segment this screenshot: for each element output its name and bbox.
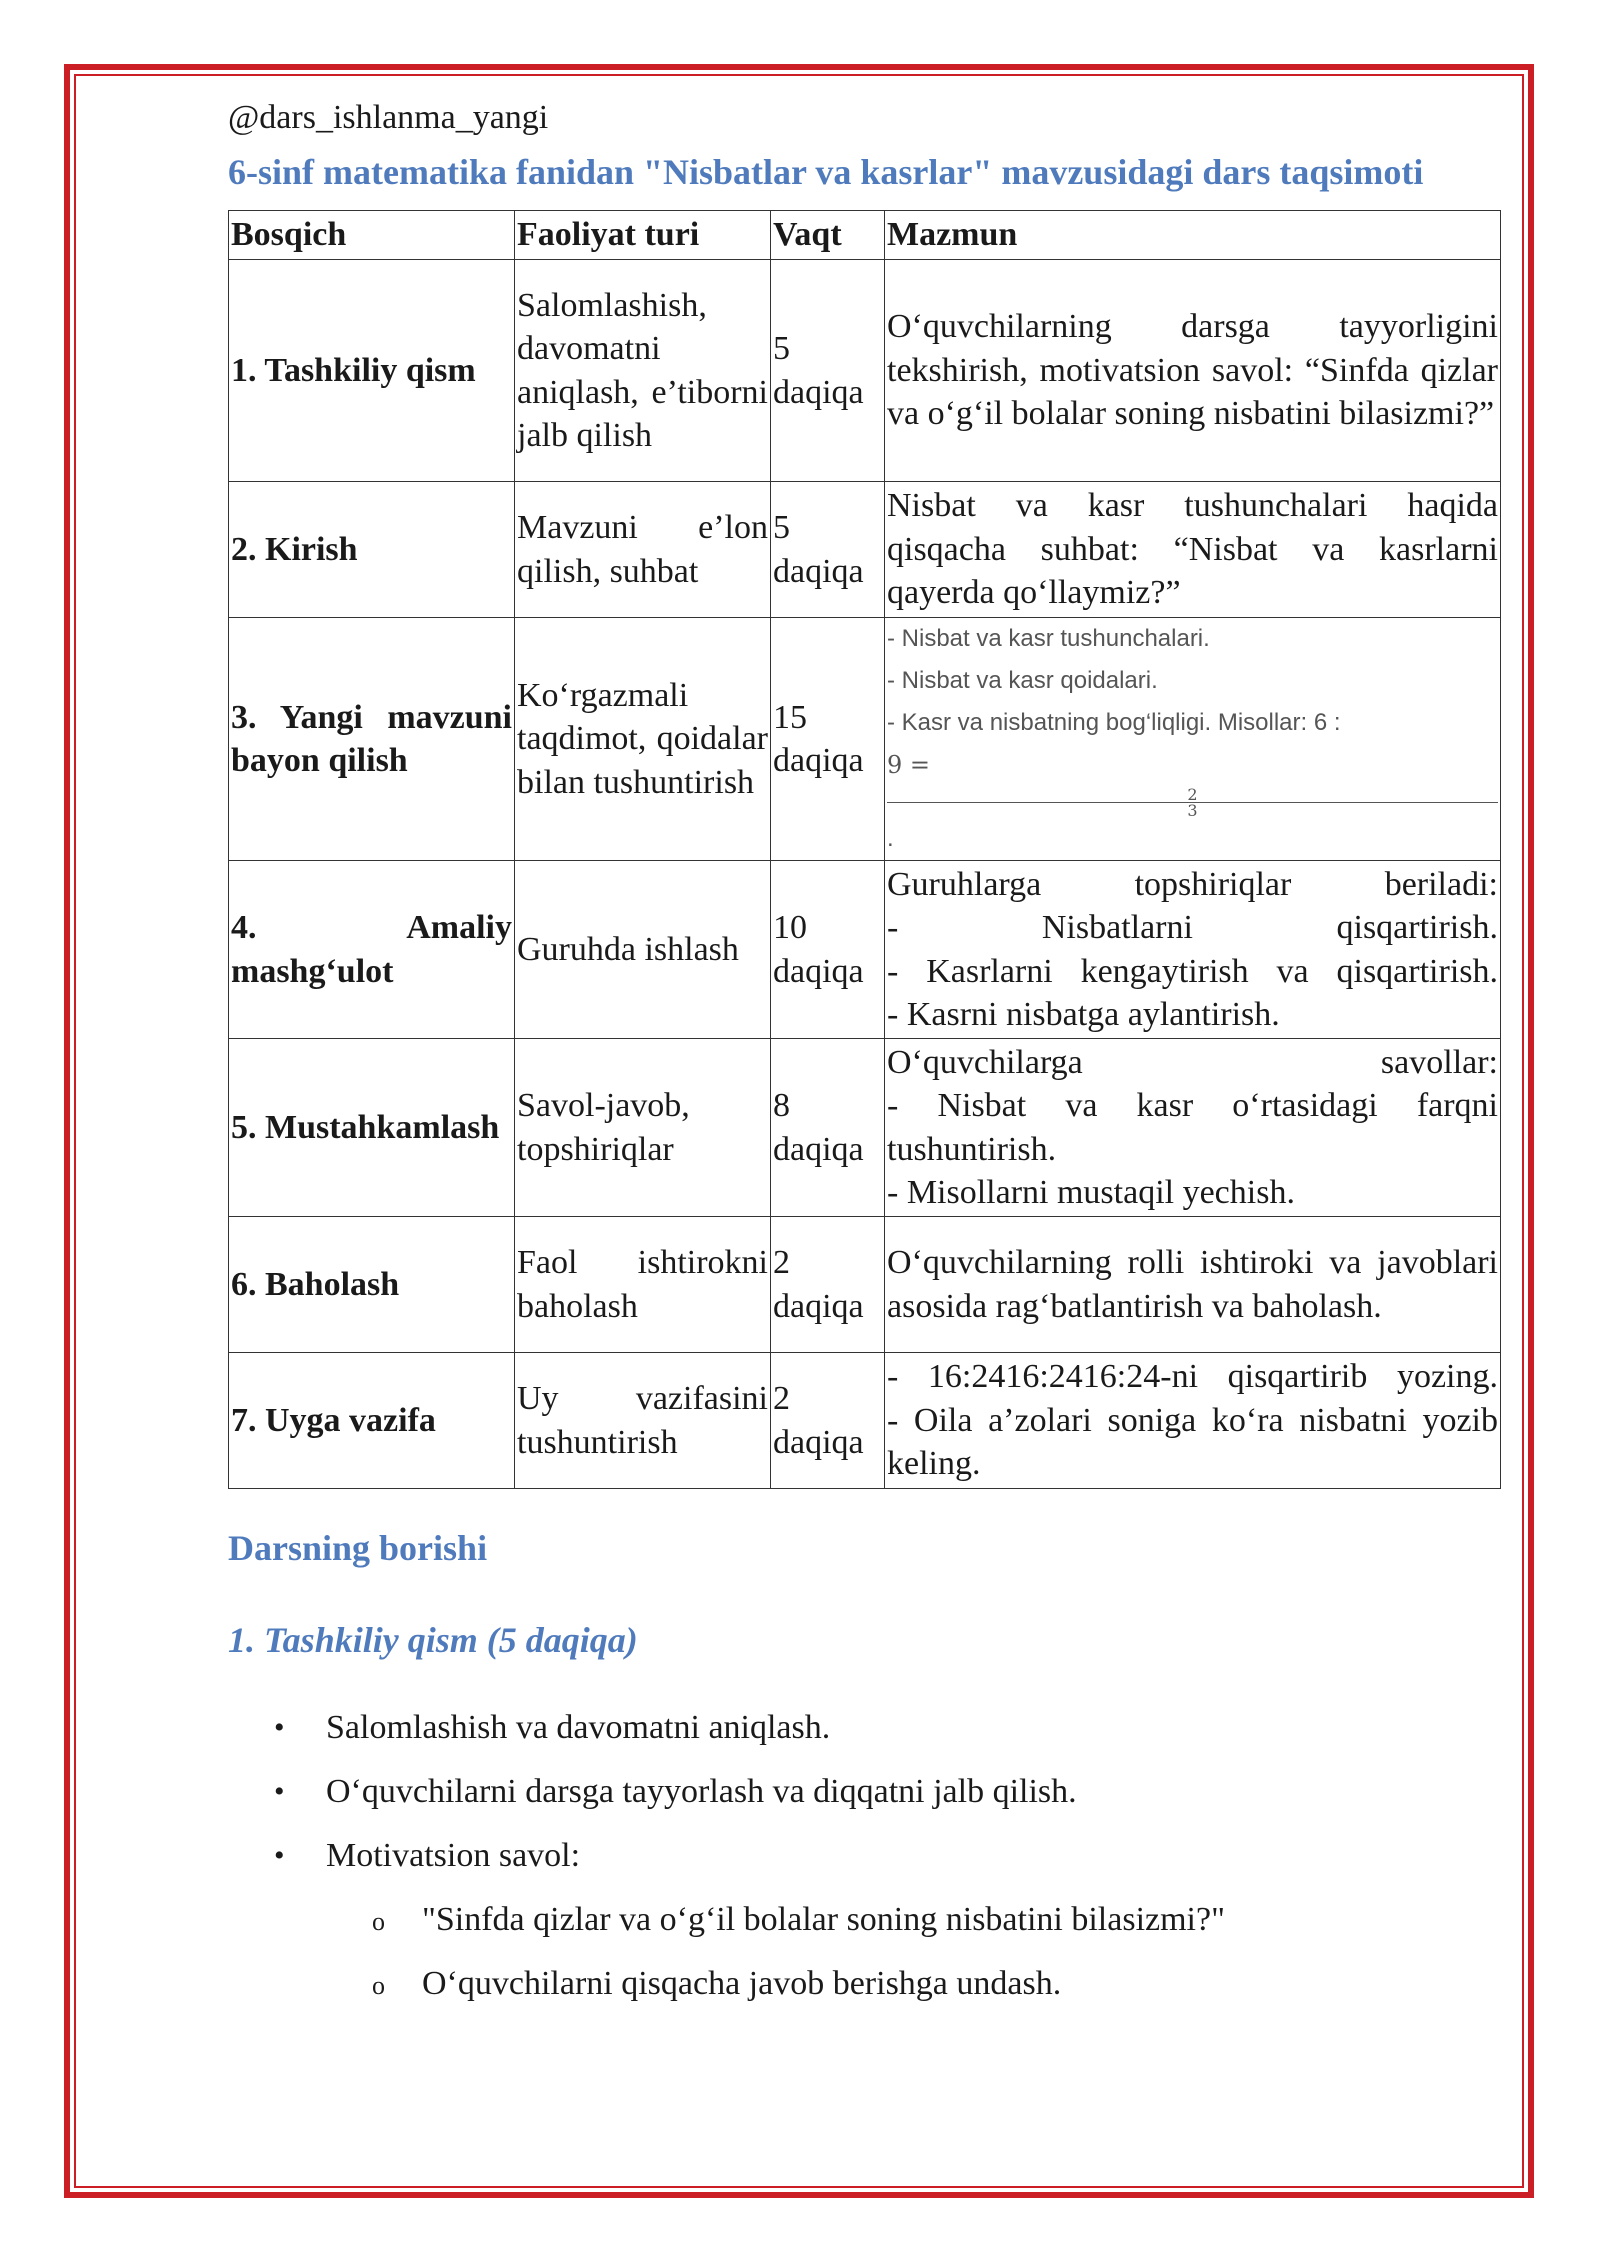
column-header: Faoliyat turi — [515, 211, 771, 260]
document-content — [228, 94, 1500, 2023]
column-header: Vaqt — [771, 211, 885, 260]
content-line: - 16:2416:2416:24-ni qisqartirib yozing. — [887, 1358, 1498, 1396]
content-line: - Kasrni nisbatga aylantirish. — [887, 995, 1280, 1033]
sub-bullet-list — [326, 1895, 1500, 2009]
bullet-icon: • — [274, 1839, 285, 1872]
stage-cell: 1. Tashkiliy qism — [229, 260, 515, 482]
list-item — [228, 1831, 1500, 2009]
bullet-icon: • — [274, 1711, 285, 1744]
list-item — [228, 1703, 1500, 1753]
content-line: 9 = 2 3 . — [887, 744, 1498, 860]
content-cell: Nisbat va kasr tushunchalari haqida qisqacha suhbat: “Nisbat va kasrlarni qayerda qo‘llaymiz?” — [885, 482, 1501, 618]
activity-cell: Guruhda ishlash — [515, 861, 771, 1039]
time-cell: 8 daqiqa — [771, 1039, 885, 1217]
stage-cell: 5. Mustahkamlash — [229, 1039, 515, 1217]
content-cell-image — [885, 618, 1501, 861]
lesson-plan-table — [228, 210, 1501, 1489]
table-row — [229, 482, 1501, 618]
content-line: - Nisbat va kasr qoidalari. — [887, 667, 1158, 694]
list-item-text: O‘quvchilarni darsga tayyorlash va diqqatni jalb qilish. — [326, 1773, 1077, 1810]
bullet-icon: • — [274, 1775, 285, 1808]
content-cell — [885, 1353, 1501, 1489]
column-header: Mazmun — [885, 211, 1501, 260]
list-item-text: Salomlashish va davomatni aniqlash. — [326, 1709, 831, 1746]
content-line: - Misollarni mustaqil yechish. — [887, 1173, 1295, 1211]
stage-cell: 4. Amaliy mashg‘ulot — [229, 861, 515, 1039]
activity-cell: Ko‘rgazmali taqdimot, qoidalar bilan tushuntirish — [515, 618, 771, 861]
circle-bullet-icon: o — [372, 1971, 385, 2000]
content-line: - Nisbat va kasr tushunchalari. — [887, 625, 1210, 652]
content-line: O‘quvchilarga savollar: — [887, 1043, 1498, 1081]
table-header-row — [229, 211, 1501, 260]
time-cell: 10 daqiqa — [771, 861, 885, 1039]
list-item-text: O‘quvchilarni qisqacha javob berishga undash. — [422, 1965, 1062, 2002]
stage-cell: 2. Kirish — [229, 482, 515, 618]
table-row — [229, 861, 1501, 1039]
content-cell: O‘quvchilarning darsga tayyorligini tekshirish, motivatsion savol: “Sinfda qizlar va o‘g‘il bolalar soning nisbatini bilasizmi?” — [885, 260, 1501, 482]
content-cell — [885, 1039, 1501, 1217]
activity-cell: Mavzuni e’lon qilish, suhbat — [515, 482, 771, 618]
table-row — [229, 260, 1501, 482]
circle-bullet-icon: o — [372, 1907, 385, 1936]
bullet-list — [228, 1703, 1500, 2009]
sub-list-item — [228, 1959, 1402, 2009]
content-line: - Nisbatlarni qisqartirish. — [887, 909, 1498, 947]
equation-text: 9 = — [887, 751, 931, 779]
content-line: - Kasrlarni kengaytirish va qisqartirish. — [887, 952, 1498, 990]
table-row — [229, 618, 1501, 861]
table-row — [229, 1039, 1501, 1217]
time-cell: 5 daqiqa — [771, 260, 885, 482]
fraction-numerator: 2 — [887, 787, 1498, 803]
list-item-text: Motivatsion savol: — [326, 1837, 581, 1874]
sub-list-item — [228, 1895, 1402, 1945]
fraction — [887, 787, 1498, 818]
table-row — [229, 1217, 1501, 1353]
time-cell: 15 daqiqa — [771, 618, 885, 861]
list-item-text: "Sinfda qizlar va o‘g‘il bolalar soning nisbatini bilasizmi?" — [422, 1901, 1225, 1938]
content-line: - Kasr va nisbatning bog‘liqligi. Misollar: 6 : — [887, 709, 1341, 736]
content-cell — [885, 861, 1501, 1039]
stage-cell: 7. Uyga vazifa — [229, 1353, 515, 1489]
stage-cell: 3. Yangi mavzuni bayon qilish — [229, 618, 515, 861]
list-item — [228, 1767, 1500, 1817]
content-line: Guruhlarga topshiriqlar beriladi: — [887, 865, 1498, 903]
table-row — [229, 1353, 1501, 1489]
section-heading: Darsning borishi — [228, 1528, 488, 1568]
activity-cell: Salomlashish, davomatni aniqlash, e’tiborni jalb qilish — [515, 260, 771, 482]
fraction-denominator: 3 — [1187, 801, 1198, 820]
activity-cell: Savol-javob, topshiriqlar — [515, 1039, 771, 1217]
time-cell: 2 daqiqa — [771, 1217, 885, 1353]
activity-cell: Faol ishtirokni baholash — [515, 1217, 771, 1353]
sub-heading: 1. Tashkiliy qism (5 daqiqa) — [228, 1620, 638, 1660]
stage-cell: 6. Baholash — [229, 1217, 515, 1353]
document-title: 6-sinf matematika fanidan "Nisbatlar va kasrlar" mavzusidagi dars taqsimoti — [228, 152, 1424, 192]
content-line: - Oila a’zolari soniga ko‘ra nisbatni yozib keling. — [887, 1401, 1498, 1483]
content-line: - Nisbat va kasr o‘rtasidagi farqni tushuntirish. — [887, 1087, 1498, 1168]
content-cell: O‘quvchilarning rolli ishtiroki va javoblari asosida rag‘batlantirish va baholash. — [885, 1217, 1501, 1353]
column-header: Bosqich — [229, 211, 515, 260]
activity-cell: Uy vazifasini tushuntirish — [515, 1353, 771, 1489]
time-cell: 5 daqiqa — [771, 482, 885, 618]
time-cell: 2 daqiqa — [771, 1353, 885, 1489]
channel-handle: @dars_ishlanma_yangi — [228, 99, 549, 136]
